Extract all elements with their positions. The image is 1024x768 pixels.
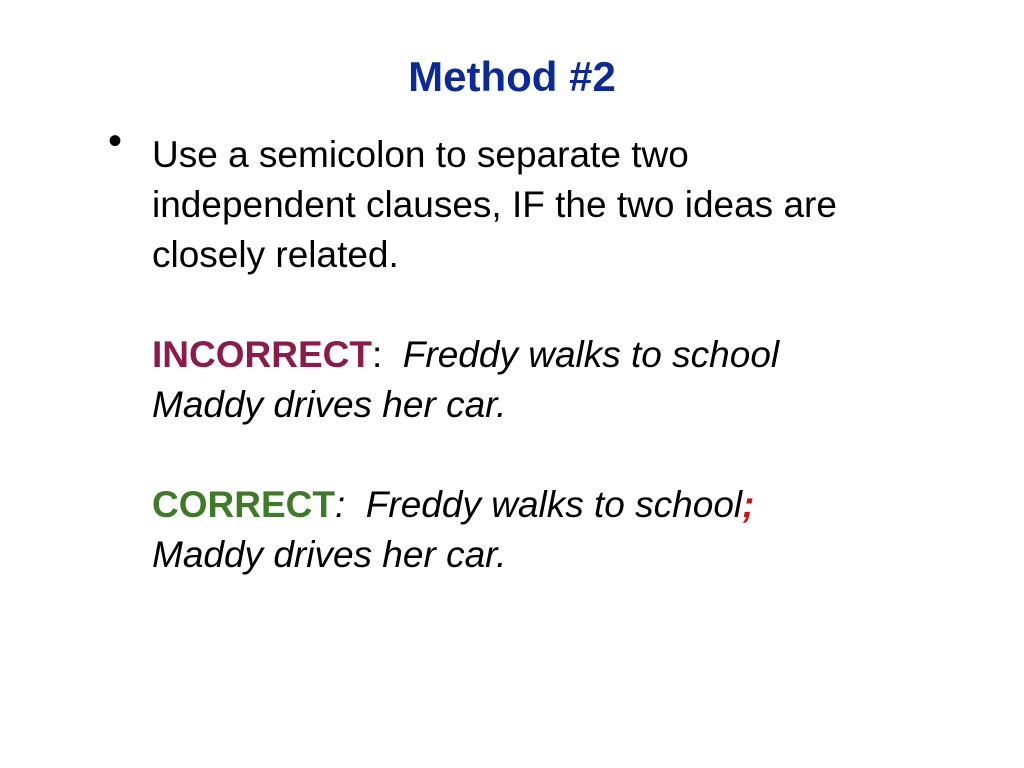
correct-sentence-part-2: Maddy drives her car. xyxy=(152,534,507,575)
highlighted-semicolon: ; xyxy=(742,484,755,525)
incorrect-label: INCORRECT xyxy=(152,334,372,375)
incorrect-example-line-1 xyxy=(152,330,972,380)
spacer xyxy=(152,430,972,480)
bullet-icon: • xyxy=(108,119,123,163)
correct-sentence-part-1: Freddy walks to school xyxy=(365,484,743,525)
incorrect-sentence-part-2: Maddy drives her car. xyxy=(152,384,507,425)
correct-colon: : xyxy=(334,484,346,525)
rule-line-1: Use a semicolon to separate two xyxy=(152,134,689,175)
slide-title: Method #2 xyxy=(408,53,616,100)
bullet-content xyxy=(152,130,972,580)
spacer xyxy=(152,280,972,330)
rule-line-2: independent clauses, IF the two ideas are xyxy=(152,184,837,225)
rule-line-3: closely related. xyxy=(152,234,399,275)
incorrect-sentence-part-1: Freddy walks to school xyxy=(402,334,780,375)
correct-label: CORRECT xyxy=(152,484,335,525)
incorrect-example-line-2 xyxy=(152,380,972,430)
correct-example-line-2 xyxy=(152,530,972,580)
incorrect-colon: : xyxy=(371,334,383,375)
correct-example-line-1 xyxy=(152,480,972,530)
